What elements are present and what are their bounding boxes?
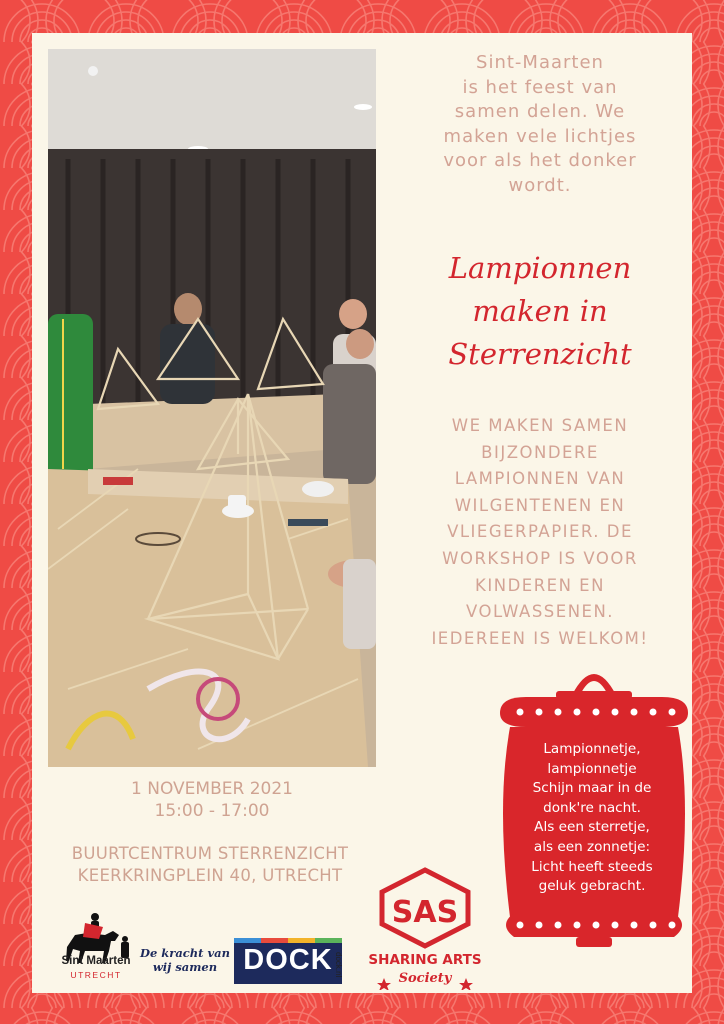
intro-line: samen delen. We <box>454 101 626 122</box>
sint-maarten-name: Sint Maarten <box>61 955 131 967</box>
rhyme-line: lampionnetje <box>547 760 637 777</box>
description-line: WORKSHOP IS VOOR <box>442 548 638 568</box>
lantern-rhyme <box>510 740 674 897</box>
dock-url: dock.nl <box>334 952 343 978</box>
venue-name: BUURTCENTRUM STERRENZICHT <box>71 844 349 863</box>
sint-maarten-city: UTRECHT <box>70 970 122 980</box>
sas-letters: SAS <box>391 895 459 930</box>
description-line: VLIEGERPAPIER. DE <box>447 522 633 542</box>
rhyme-line: Lampionnetje, <box>543 741 641 757</box>
event-date: 1 NOVEMBER 2021 <box>131 779 293 799</box>
dock-wordmark: DOCK <box>243 944 333 976</box>
description-line: WE MAKEN SAMEN <box>451 416 629 435</box>
rhyme-line: Licht heeft steeds <box>531 858 653 875</box>
sas-name-line: SHARING ARTS <box>368 952 482 968</box>
title-line: Sterrenzicht <box>448 337 632 371</box>
rhyme-line: als een zonnetje: <box>533 838 651 855</box>
workshop-photo <box>48 49 376 767</box>
intro-line: Sint-Maarten <box>476 52 604 73</box>
description-line: LAMPIONNEN VAN <box>454 469 626 489</box>
intro-line: wordt. <box>508 174 572 196</box>
kracht-slogan <box>140 946 230 974</box>
event-datetime <box>48 778 376 822</box>
rhyme-line: Als een sterretje, <box>534 819 650 836</box>
intro-text <box>405 51 675 198</box>
intro-line: maken vele lichtjes <box>443 125 637 147</box>
description-line: WILGENTENEN EN <box>454 495 626 515</box>
rhyme-line: geluk gebracht. <box>538 878 646 895</box>
description-line: VOLWASSENEN. <box>465 602 615 622</box>
event-title <box>395 247 685 376</box>
title-line: Lampionnen <box>448 251 632 285</box>
description-line: BIJZONDERE <box>481 442 599 462</box>
description-line: KINDEREN EN <box>475 575 605 595</box>
event-time: 15:00 - 17:00 <box>154 801 270 821</box>
sas-society-line: Society <box>398 971 452 986</box>
sharing-arts-society-logo <box>368 866 482 990</box>
intro-line: voor als het donker <box>443 150 637 171</box>
kracht-line: wij samen <box>152 960 218 974</box>
rhyme-line: Schijn maar in de <box>532 780 652 797</box>
rhyme-line: donk're nacht. <box>543 799 641 816</box>
description-line: IEDEREEN IS WELKOM! <box>431 628 649 648</box>
kracht-line: De kracht van <box>140 946 230 960</box>
event-description <box>398 413 682 652</box>
intro-line: is het feest van <box>462 76 618 98</box>
event-location <box>36 843 384 887</box>
venue-address: KEERKRINGPLEIN 40, UTRECHT <box>77 866 343 885</box>
title-line: maken in <box>472 294 608 328</box>
